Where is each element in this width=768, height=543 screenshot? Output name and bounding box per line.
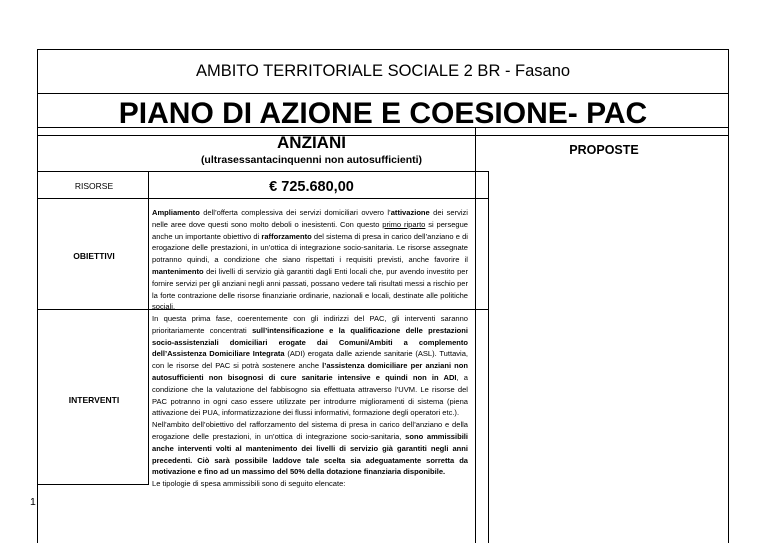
obiettivi-text-body: Ampliamento dell’offerta complessiva dei servizi domiciliari ovvero l’attivazione dei servizi nelle aree dove questi sono molto deboli o inesistenti. Con questo primo riparto si persegue anche un importante obiettivo di rafforzamento del sistema di presa in carico dell’anziano e di erogazione delle prestazioni, in un’ottica di integrazione socio-sanitaria. Le risorse assegnate potranno quindi, a condizione che siano rispettati i requisiti previsti, anche favorire il mantenimento dei livelli di servizio già garantiti dagli Enti locali che, pur avendo investito per fornire servizi per gli anziani negli anni passati, possano vedere tali risultati messi a rischio per la forte contrazione delle risorse finanziarie ordinarie, nazionali e locali, destinate alle politiche sociali. — [152, 208, 468, 312]
col-divider-mid — [475, 127, 476, 543]
interventi-paragraphs — [152, 313, 468, 490]
col-divider-right-inner — [488, 171, 489, 543]
row-divider-interventi — [37, 484, 149, 485]
row-divider-title — [37, 171, 489, 172]
ambito-title: AMBITO TERRITORIALE SOCIALE 2 BR - Fasano — [195, 61, 571, 80]
risorse-amount: € 725.680,00 — [269, 179, 354, 195]
column-title-anziani: ANZIANI — [277, 133, 346, 152]
row-label-risorse: RISORSE — [74, 181, 114, 191]
interventi-paragraph-3: Le tipologie di spesa ammissibili sono di seguito elencate: — [152, 479, 346, 489]
column-title-proposte: PROPOSTE — [569, 143, 639, 157]
column-subtitle: (ultrasessantacinquenni non autosufficienti) — [200, 154, 423, 166]
interventi-paragraph-2: Nell’ambito dell’obiettivo del rafforzamento del sistema di presa in carico dell’anziano e della erogazione delle prestazioni, in un’ottica di integrazione socio-sanitaria, sono ammissibili anche interventi volti al mantenimento dei livelli di servizio già garantiti negli anni precedenti. Ciò sarà possibile laddove tale scelta sia adeguatamente sorretta da motivazione e fino ad un massimo del 50% della dotazione finanziaria disponibile. — [152, 420, 468, 477]
interventi-paragraph-1: In questa prima fase, coerentemente con gli indirizzi del PAC, gli interventi saranno prioritariamente concentrati sull’intensificazione e la qualificazione delle prestazioni socio-assistenziali domiciliari erogate dai Comuni/Ambiti a complemento dell’Assistenza Domiciliare Integrata (ADI) erogata dalle aziende sanitarie (ASL). Tuttavia, con le risorse del PAC si potrà sostenere anche l’assistenza domiciliare per anziani non autosufficienti non bisognosi di cure sanitarie intensive e quindi non in ADI, a condizione che la valutazione del fabbisogno sia effettuata attraverso l’UVM. Le risorse del PAC potranno in ogni caso essere utilizzate per introdurre miglioramenti di sistema (piena attivazione dei PUA, informatizzazione dei flussi informativi, formazione degli operatori etc.). — [152, 314, 469, 418]
row-label-interventi: INTERVENTI — [68, 395, 120, 405]
row-label-obiettivi: OBIETTIVI — [73, 251, 115, 261]
piano-title: PIANO DI AZIONE E COESIONE- PAC — [118, 97, 648, 130]
page-number: 1 — [30, 496, 36, 508]
row-divider-risorse — [37, 198, 489, 199]
obiettivi-paragraph — [152, 207, 468, 313]
